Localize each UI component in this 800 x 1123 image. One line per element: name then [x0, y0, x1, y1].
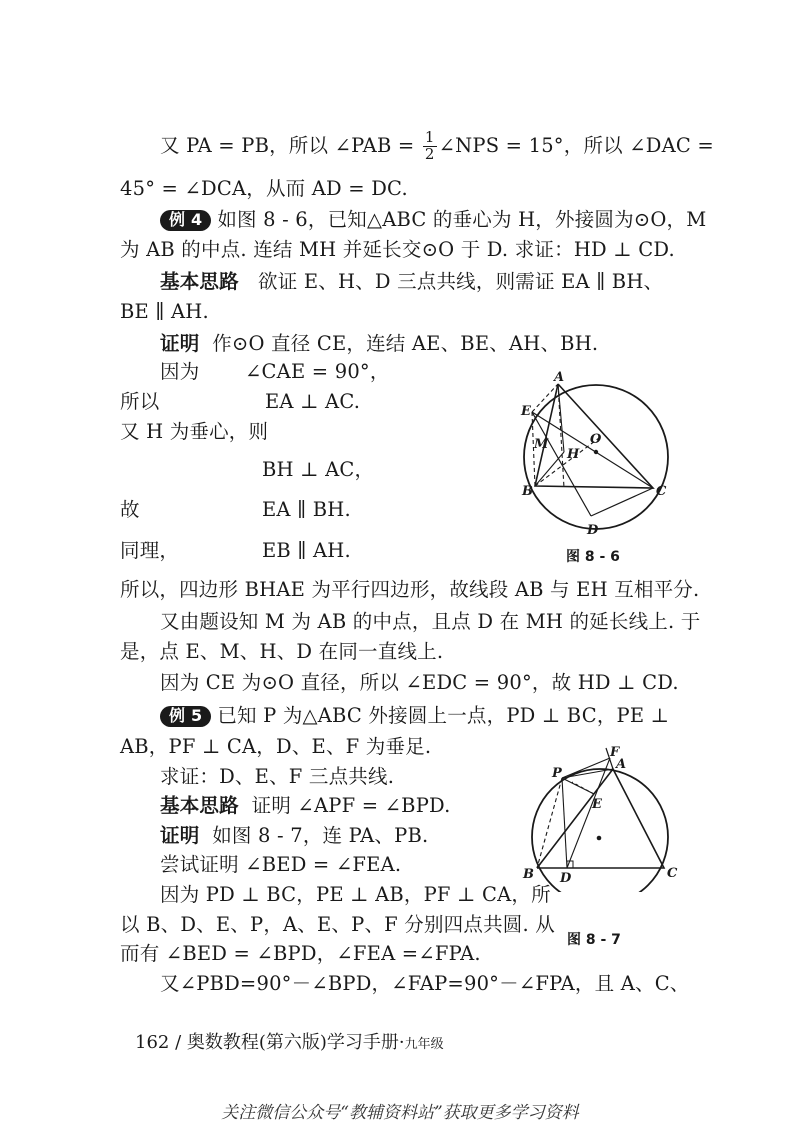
conclusion-4: 因为 CE 为⊙O 直径，所以 ∠EDC = 90°，故 HD ⊥ CD.	[160, 671, 679, 694]
example-4-proof-label: 证明	[160, 332, 200, 355]
circumcircle	[532, 769, 668, 892]
label-d: D	[587, 523, 599, 538]
example-5-idea-label: 基本思路	[160, 794, 239, 817]
example-5-p1: 因为 PD ⊥ BC，PE ⊥ AB，PF ⊥ CA，所	[160, 883, 551, 906]
step-2-right: EA ⊥ AC.	[265, 390, 361, 413]
label-m: M	[534, 437, 549, 452]
example-5-proof-label: 证明	[160, 824, 200, 847]
line-2: 45° = ∠DCA，从而 AD = DC.	[120, 177, 408, 200]
example-5-text-1: 已知 P 为△ABC 外接圆上一点，PD ⊥ BC，PE ⊥	[217, 704, 670, 727]
example-4-idea-label: 基本思路	[160, 270, 239, 293]
example-5-p2: 以 B、D、E、P，A、E、P、F 分别四点共圆. 从	[120, 913, 555, 936]
label-p: P	[552, 766, 562, 781]
label-f: F	[610, 745, 620, 760]
example-5-header	[160, 706, 669, 727]
example-5-p3: 而有 ∠BED = ∠BPD，∠FEA =∠FPA.	[120, 942, 481, 965]
example-4-text-2: 为 AB 的中点. 连结 MH 并延长交⊙O 于 D. 求证：HD ⊥ CD.	[120, 238, 675, 261]
book-title: / 奥数教程(第六版)学习手册·	[175, 1032, 405, 1053]
line-1-after: ∠NPS = 15°，所以 ∠DAC =	[438, 133, 714, 157]
step-6-right: EB ∥ AH.	[262, 539, 351, 562]
example-4-proof-text: 作⊙O 直径 CE，连结 AE、BE、AH、BH.	[212, 332, 599, 355]
example-5-idea-text: 证明 ∠APF = ∠BPD.	[251, 794, 451, 817]
step-4-right: BH ⊥ AC，	[262, 458, 375, 481]
label-a: A	[616, 757, 627, 772]
conclusion-2: 又由题设知 M 为 AB 的中点，且点 D 在 MH 的延长线上. 于	[160, 610, 701, 633]
step-5-left: 故	[120, 498, 140, 521]
segment-pe	[562, 778, 594, 794]
page-number: 162	[135, 1032, 170, 1053]
label-e: E	[592, 797, 602, 812]
center-o-dot	[594, 450, 598, 454]
figure-8-6-diagram	[505, 370, 685, 545]
step-2-left: 所以	[120, 390, 160, 413]
example-5-proof	[160, 826, 428, 846]
figure-8-6-caption: 图 8 - 6	[566, 549, 620, 565]
label-b: B	[523, 867, 534, 882]
fraction-denominator: 2	[424, 144, 435, 163]
example-4-idea	[160, 272, 663, 292]
triangle-abc	[537, 769, 664, 868]
example-4-text-1: 如图 8 - 6，已知△ABC 的垂心为 H，外接圆为⊙O，M	[217, 208, 707, 231]
example-5-text-2: AB，PF ⊥ CA，D、E、F 为垂足.	[120, 735, 432, 758]
fraction-one-half	[423, 130, 437, 163]
label-c: C	[667, 866, 678, 881]
example-5-tag: 例 5	[160, 706, 211, 727]
line-1-before: 又 PA = PB，所以 ∠PAB =	[160, 133, 421, 157]
center-dot	[597, 836, 602, 841]
example-4-idea-2: BE ∥ AH.	[120, 300, 209, 323]
conclusion-1: 所以，四边形 BHAE 为平行四边形，故线段 AB 与 EH 互相平分.	[120, 578, 700, 601]
example-5-proof-text: 如图 8 - 7，连 PA、PB.	[212, 824, 429, 847]
watermark-text: 关注微信公众号“教辅资料站”获取更多学习资料	[221, 1103, 579, 1123]
label-c: C	[656, 484, 667, 499]
diameter-ce	[532, 412, 653, 488]
circumcircle	[524, 385, 668, 529]
step-5-right: EA ∥ BH.	[262, 498, 351, 521]
example-5-try: 尝试证明 ∠BED = ∠FEA.	[160, 853, 402, 876]
step-1-right: ∠CAE = 90°，	[245, 360, 390, 383]
page-footer	[135, 1028, 444, 1054]
example-4-proof	[160, 334, 598, 354]
label-b: B	[522, 484, 533, 499]
figure-8-7-diagram	[512, 742, 682, 892]
example-5-idea	[160, 796, 451, 816]
fraction-numerator: 1	[424, 128, 435, 146]
step-1-left: 因为	[160, 360, 200, 383]
example-5-prove: 求证：D、E、F 三点共线.	[160, 765, 395, 788]
label-e: E	[521, 404, 531, 419]
label-o: O	[590, 432, 602, 447]
figure-8-7-caption: 图 8 - 7	[567, 932, 621, 948]
example-4-tag: 例 4	[160, 210, 211, 231]
example-4-idea-text: 欲证 E、H、D 三点共线，则需证 EA ∥ BH、	[258, 270, 664, 293]
step-3: 又 H 为垂心，则	[120, 420, 269, 443]
segment-pd	[562, 778, 567, 868]
line-1	[160, 130, 714, 163]
example-4-header	[160, 210, 706, 231]
grade-label: 九年级	[404, 1037, 444, 1052]
label-h: H	[567, 447, 580, 462]
conclusion-3: 是，点 E、M、H、D 在同一直线上.	[120, 640, 444, 663]
example-5-p4: 又∠PBD=90°－∠BPD，∠FAP=90°－∠FPA，且 A、C、	[160, 972, 690, 995]
label-a: A	[554, 370, 565, 385]
label-d: D	[560, 871, 572, 886]
step-6-left: 同理，	[120, 539, 180, 562]
